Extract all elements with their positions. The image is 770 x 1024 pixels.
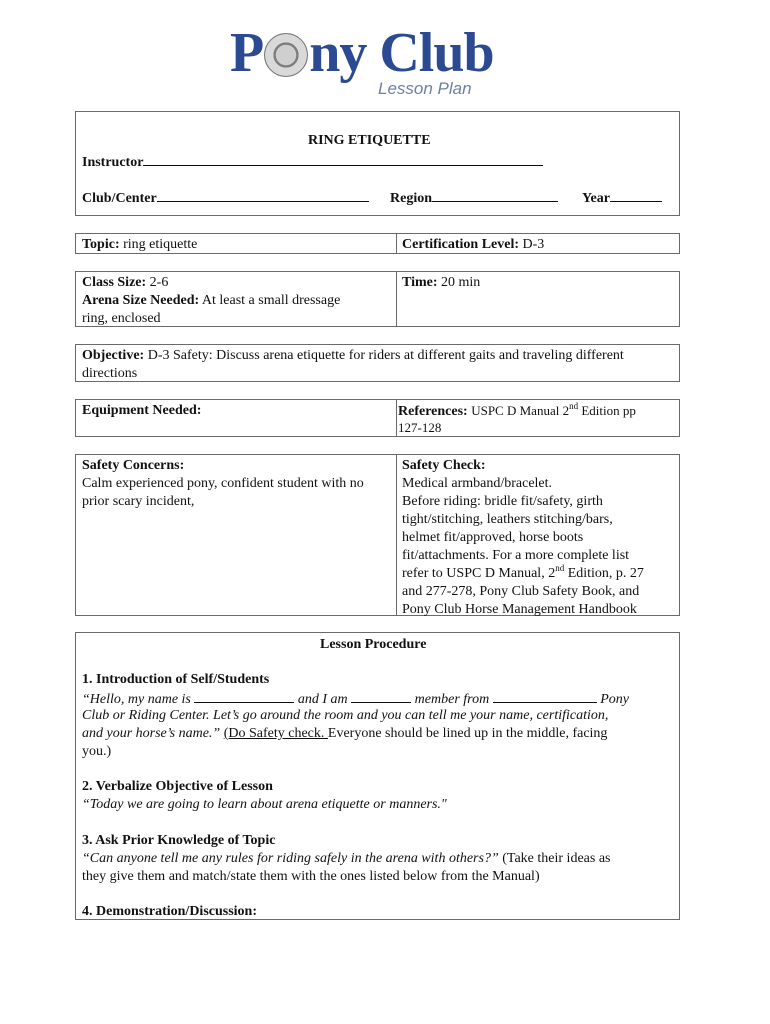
section-1-text: and I am bbox=[297, 692, 348, 707]
references-cell bbox=[396, 400, 679, 436]
safety-check-line: and 277-278, Pony Club Safety Book, and bbox=[402, 584, 640, 599]
safety-check-instruction: (Do Safety check. bbox=[223, 726, 328, 741]
objective-field bbox=[82, 347, 624, 365]
objective-text-cont: directions bbox=[82, 366, 138, 381]
lesson-procedure-box bbox=[75, 632, 680, 920]
section-3-text: (Take their ideas as bbox=[498, 851, 611, 866]
time-cell bbox=[396, 272, 679, 326]
logo-letter-p: P bbox=[230, 22, 264, 84]
section-1-line: you.) bbox=[82, 744, 112, 759]
cert-blank[interactable] bbox=[351, 689, 411, 703]
section-3-line bbox=[82, 850, 610, 868]
name-blank[interactable] bbox=[194, 689, 294, 703]
safety-check-line: Before riding: bridle fit/safety, girth bbox=[402, 494, 603, 509]
time-field bbox=[402, 274, 480, 292]
certification-cell bbox=[396, 234, 679, 253]
section-1-line bbox=[82, 725, 607, 743]
references-superscript: nd bbox=[569, 401, 579, 411]
club-label: Club/Center bbox=[82, 191, 157, 206]
year-field bbox=[582, 188, 662, 208]
region-label: Region bbox=[390, 191, 432, 206]
class-size-label: Class Size: bbox=[82, 275, 147, 290]
topic-cell bbox=[76, 234, 396, 253]
section-3-line: they give them and match/state them with the ones listed below from the Manual) bbox=[82, 869, 540, 884]
equipment-label: Equipment Needed: bbox=[82, 403, 202, 418]
class-size-field bbox=[82, 274, 168, 292]
year-label: Year bbox=[582, 191, 610, 206]
arena-size-value: At least a small dressage bbox=[201, 293, 341, 308]
instructor-input-line[interactable] bbox=[143, 152, 543, 166]
logo-wordmark bbox=[230, 22, 494, 84]
section-1-text: Everyone should be lined up in the middle, facing bbox=[327, 726, 608, 741]
arena-size-label: Arena Size Needed: bbox=[82, 293, 200, 308]
safety-check-line: Medical armband/bracelet. bbox=[402, 476, 553, 491]
class-size-row bbox=[75, 271, 680, 327]
section-3-heading: 3. Ask Prior Knowledge of Topic bbox=[82, 833, 276, 848]
objective-text: D-3 Safety: Discuss arena etiquette for riders at different gaits and traveling different bbox=[147, 348, 624, 363]
safety-check-line bbox=[402, 565, 644, 583]
club-field bbox=[82, 188, 369, 208]
safety-check-cell bbox=[396, 455, 679, 615]
topic-row bbox=[75, 233, 680, 254]
equipment-row bbox=[75, 399, 680, 437]
page-title: RING ETIQUETTE bbox=[308, 133, 431, 148]
region-input-line[interactable] bbox=[432, 188, 558, 202]
safety-check-line: helmet fit/approved, horse boots bbox=[402, 530, 584, 545]
section-3-question: “Can anyone tell me any rules for riding safely in the arena with others?” bbox=[82, 851, 499, 866]
section-1-line bbox=[82, 689, 629, 709]
logo-subtitle: Lesson Plan bbox=[378, 79, 472, 98]
safety-check-line: fit/attachments. For a more complete list bbox=[402, 548, 630, 563]
safety-check-superscript: nd bbox=[555, 563, 565, 573]
class-size-cell bbox=[76, 272, 396, 326]
references-value: USPC D Manual 2 bbox=[471, 403, 570, 418]
safety-concerns-label: Safety Concerns: bbox=[82, 458, 185, 473]
references-label: References: bbox=[398, 404, 468, 419]
section-1-line: Club or Riding Center. Let’s go around the room and you can tell me your name, certification, bbox=[82, 708, 609, 723]
references-pages: 127-128 bbox=[398, 420, 442, 435]
safety-check-line: tight/stitching, leathers stitching/bars, bbox=[402, 512, 613, 527]
equipment-cell bbox=[76, 400, 396, 436]
arena-size-field bbox=[82, 292, 340, 310]
header-box bbox=[75, 111, 680, 216]
year-input-line[interactable] bbox=[610, 188, 662, 202]
instructor-field bbox=[82, 152, 543, 172]
section-1-heading: 1. Introduction of Self/Students bbox=[82, 672, 270, 687]
section-1-text: Pony bbox=[600, 692, 629, 707]
topic-field bbox=[82, 236, 197, 254]
safety-concerns-text-cont: prior scary incident, bbox=[82, 494, 195, 509]
certification-value: D-3 bbox=[522, 237, 545, 252]
safety-check-label: Safety Check: bbox=[402, 458, 486, 473]
arena-size-value-cont: ring, enclosed bbox=[82, 311, 161, 326]
safety-concerns-cell bbox=[76, 455, 396, 615]
objective-row bbox=[75, 344, 680, 382]
instructor-label: Instructor bbox=[82, 155, 144, 170]
time-value: 20 min bbox=[441, 275, 481, 290]
club-input-line[interactable] bbox=[157, 188, 369, 202]
section-2-line: “Today we are going to learn about arena etiquette or manners." bbox=[82, 797, 447, 812]
topic-label: Topic: bbox=[82, 237, 120, 252]
pony-club-logo bbox=[230, 22, 520, 102]
objective-label: Objective: bbox=[82, 348, 145, 363]
safety-row bbox=[75, 454, 680, 616]
certification-field bbox=[402, 236, 544, 254]
safety-check-line: Pony Club Horse Management Handbook bbox=[402, 602, 637, 617]
section-1-quote-end: and your horse’s name.” bbox=[82, 726, 221, 741]
certification-label: Certification Level: bbox=[402, 237, 520, 252]
safety-check-ref-post: Edition, p. 27 bbox=[564, 566, 644, 581]
section-1-text: “Hello, my name is bbox=[82, 692, 191, 707]
lesson-procedure-title: Lesson Procedure bbox=[320, 637, 427, 652]
section-1-text: member from bbox=[414, 692, 490, 707]
region-field bbox=[390, 188, 558, 208]
logo-text: ny Club bbox=[309, 22, 494, 84]
seal-icon bbox=[264, 33, 308, 77]
section-2-heading: 2. Verbalize Objective of Lesson bbox=[82, 779, 273, 794]
topic-value: ring etiquette bbox=[123, 237, 198, 252]
club-blank[interactable] bbox=[493, 689, 597, 703]
safety-check-ref: refer to USPC D Manual, 2 bbox=[402, 566, 556, 581]
safety-concerns-text: Calm experienced pony, confident student with no bbox=[82, 476, 364, 491]
section-4-heading: 4. Demonstration/Discussion: bbox=[82, 904, 258, 919]
time-label: Time: bbox=[402, 275, 438, 290]
class-size-value: 2-6 bbox=[149, 275, 169, 290]
references-value-post: Edition pp bbox=[581, 403, 636, 418]
